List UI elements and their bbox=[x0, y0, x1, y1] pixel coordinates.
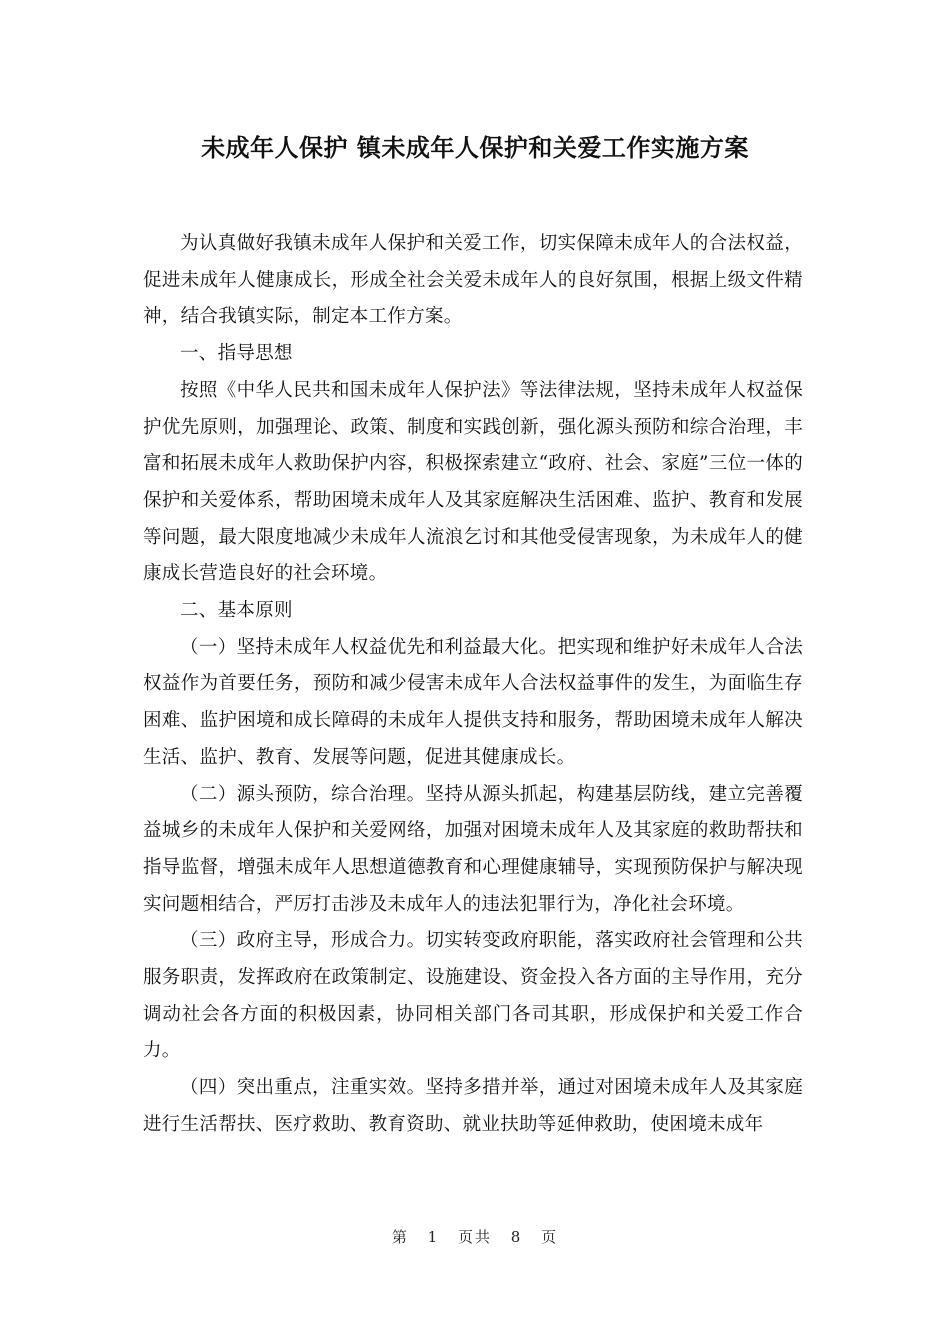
principle-3-paragraph: （三）政府主导，形成合力。切实转变政府职能，落实政府社会管理和公共服务职责，发挥政府在政策制定、设施建设、资金投入各方面的主导作用，充分调动社会各方面的积极因素，协同相关部门各司其职，形成保护和关爱工作合力。 bbox=[143, 930, 803, 1062]
footer-suffix: 页 bbox=[541, 1228, 559, 1246]
guiding-thought-paragraph: 按照《中华人民共和国未成年人保护法》等法律法规，坚持未成年人权益保护优先原则，加强理论、政策、制度和实践创新，强化源头预防和综合治理，丰富和拓展未成年人救助保护内容，积极探索建立“政府、社会、家庭”三位一体的保护和关爱体系，帮助困境未成年人及其家庭解决生活困难、监护、教育和发展等问题，最大限度地减少未成年人流浪乞讨和其他受侵害现象，为未成年人的健康成长营造良好的社会环境。 bbox=[143, 379, 803, 585]
section-heading-guiding-thought: 一、指导思想 bbox=[180, 343, 293, 365]
principle-2-paragraph: （二）源头预防，综合治理。坚持从源头抓起，构建基层防线，建立完善覆益城乡的未成年人保护和关爱网络，加强对困境未成年人及其家庭的救助帮扶和指导监督，增强未成年人思想道德教育和心理健康辅导，实现预防保护与解决现实问题相结合，严厉打击涉及未成年人的违法犯罪行为，净化社会环境。 bbox=[143, 783, 803, 915]
page-footer bbox=[0, 1226, 950, 1248]
footer-middle: 页共 bbox=[457, 1228, 492, 1246]
footer-total-pages: 8 bbox=[510, 1228, 523, 1246]
principle-4-paragraph: （四）突出重点，注重实效。坚持多措并举，通过对困境未成年人及其家庭进行生活帮扶、医疗救助、教育资助、就业扶助等延伸救助，使困境未成年 bbox=[143, 1077, 803, 1135]
principle-1-paragraph: （一）坚持未成年人权益优先和利益最大化。把实现和维护好未成年人合法权益作为首要任务，预防和减少侵害未成年人合法权益事件的发生，为面临生存困难、监护困境和成长障碍的未成年人提供支持和服务，帮助困境未成年人解决生活、监护、教育、发展等问题，促进其健康成长。 bbox=[143, 636, 803, 768]
intro-paragraph: 为认真做好我镇未成年人保护和关爱工作，切实保障未成年人的合法权益，促进未成年人健康成长，形成全社会关爱未成年人的良好氛围，根据上级文件精神，结合我镇实际，制定本工作方案。 bbox=[143, 233, 803, 328]
section-heading-basic-principles: 二、基本原则 bbox=[180, 600, 293, 622]
footer-prefix: 第 bbox=[391, 1228, 409, 1246]
document-title: 未成年人保护 镇未成年人保护和关爱工作实施方案 bbox=[201, 134, 749, 162]
document-body bbox=[143, 226, 803, 1144]
footer-page-number: 1 bbox=[427, 1228, 440, 1246]
